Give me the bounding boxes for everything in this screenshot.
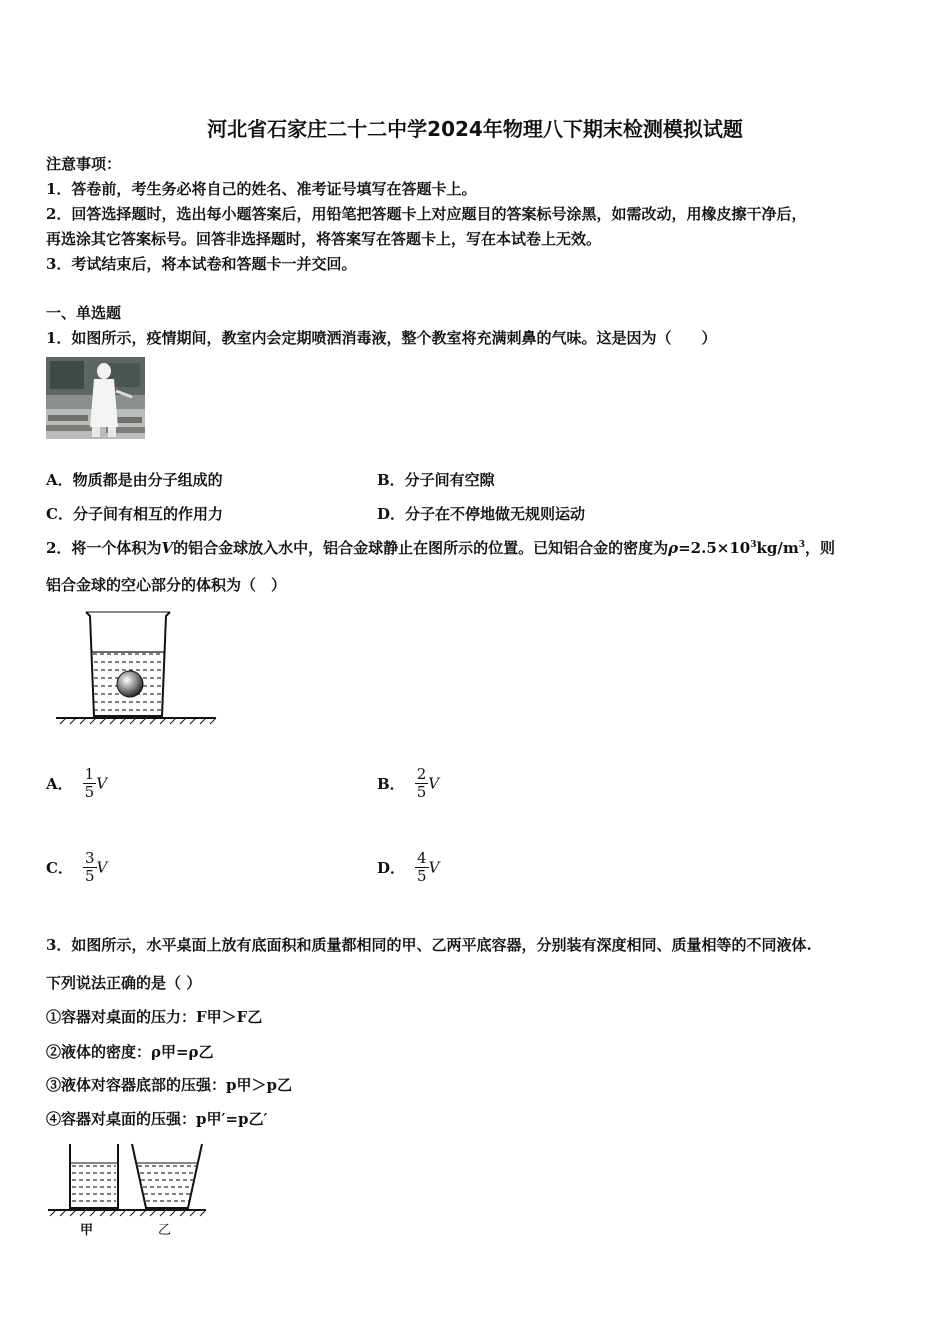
q2-option-b — [377, 766, 439, 801]
q2-option-d-var: V — [428, 858, 440, 877]
q2-option-c-numerator: 3 — [84, 849, 95, 867]
q2-option-c — [46, 850, 107, 885]
q2-rho-value: =2.5×10 — [678, 539, 751, 557]
q2-option-a — [46, 766, 107, 801]
page-title: 河北省石家庄二十二中学2024年物理八下期末检测模拟试题 — [207, 117, 743, 141]
q2-option-a-denominator: 5 — [84, 783, 95, 801]
q2-line1 — [46, 537, 835, 558]
q1-classroom-photo — [46, 357, 145, 439]
q2-rho-unit: kg/m — [756, 539, 799, 557]
q3-statement: ②液体的密度：ρ甲=ρ乙 — [46, 1043, 214, 1061]
q1-text: 1．如图所示，疫情期间，教室内会定期喷洒消毒液，整个教室将充满刺鼻的气味。这是因为（ ） — [46, 329, 717, 347]
q2-beaker-figure — [54, 608, 218, 726]
q2-option-c-label: C． — [46, 859, 73, 877]
q2-option-d-denominator: 5 — [417, 867, 427, 885]
q2-line2: 铝合金球的空心部分的体积为（ ） — [46, 576, 287, 594]
q3-line1: 3．如图所示，水平桌面上放有底面积和质量都相同的甲、乙两平底容器，分别装有深度相同、质量相等的不同液体. — [46, 936, 812, 954]
q3-statement: ①容器对桌面的压力：F甲＞F乙 — [46, 1008, 263, 1026]
q2-option-a-var: V — [96, 774, 108, 793]
notice-item: 2．回答选择题时，选出每小题答案后，用铅笔把答题卡上对应题目的答案标号涂黑，如需改动，用橡皮擦干净后， — [46, 205, 807, 223]
notice-item: 再选涂其它答案标号。回答非选择题时，将答案写在答题卡上，写在本试卷上无效。 — [46, 230, 602, 248]
q2-text-a: 2．将一个体积为 — [46, 539, 162, 557]
q3-statement: ③液体对容器底部的压强：p甲＞p乙 — [46, 1076, 292, 1094]
q2-option-b-label: B． — [377, 775, 405, 793]
notice-item: 1．答卷前，考生务必将自己的姓名、准考证号填写在答题卡上。 — [46, 180, 477, 198]
q2-rho: ρ — [668, 539, 679, 557]
notice-heading: 注意事项： — [46, 155, 122, 173]
q2-rho-exp: 3 — [750, 540, 757, 550]
q2-option-d — [377, 850, 439, 885]
q2-option-c-denominator: 5 — [84, 867, 95, 885]
q2-var-v: V — [161, 539, 174, 557]
q2-option-d-label: D． — [377, 859, 406, 877]
notice-item: 3．考试结束后，将本试卷和答题卡一并交回。 — [46, 255, 357, 273]
section-heading: 一、单选题 — [46, 304, 122, 322]
q1-option-a: A．物质都是由分子组成的 — [46, 471, 223, 489]
q3-containers-figure — [46, 1140, 208, 1240]
q1-option-d: D．分子在不停地做无规则运动 — [377, 505, 586, 523]
q3-line2: 下列说法正确的是（ ） — [46, 974, 202, 992]
q3-label-jia: 甲 — [80, 1223, 94, 1238]
q2-option-a-label: A． — [46, 775, 73, 793]
q3-statement: ④容器对桌面的压强：p甲′=p乙′ — [46, 1110, 268, 1128]
q2-option-c-var: V — [96, 858, 108, 877]
q2-rho-unit-exp: 3 — [798, 540, 805, 550]
q2-text-b: 的铝合金球放入水中，铝合金球静止在图所示的位置。已知铝合金的密度为 — [173, 539, 669, 557]
q1-option-c: C．分子间有相互的作用力 — [46, 505, 223, 523]
q2-text-c: ，则 — [804, 539, 835, 557]
q3-label-yi: 乙 — [158, 1223, 172, 1238]
q2-option-d-numerator: 4 — [417, 849, 427, 867]
q1-option-b: B．分子间有空隙 — [377, 471, 495, 489]
q2-option-b-var: V — [428, 774, 440, 793]
q2-option-b-numerator: 2 — [416, 765, 427, 783]
q2-option-b-denominator: 5 — [416, 783, 427, 801]
q2-option-a-numerator: 1 — [84, 765, 95, 783]
